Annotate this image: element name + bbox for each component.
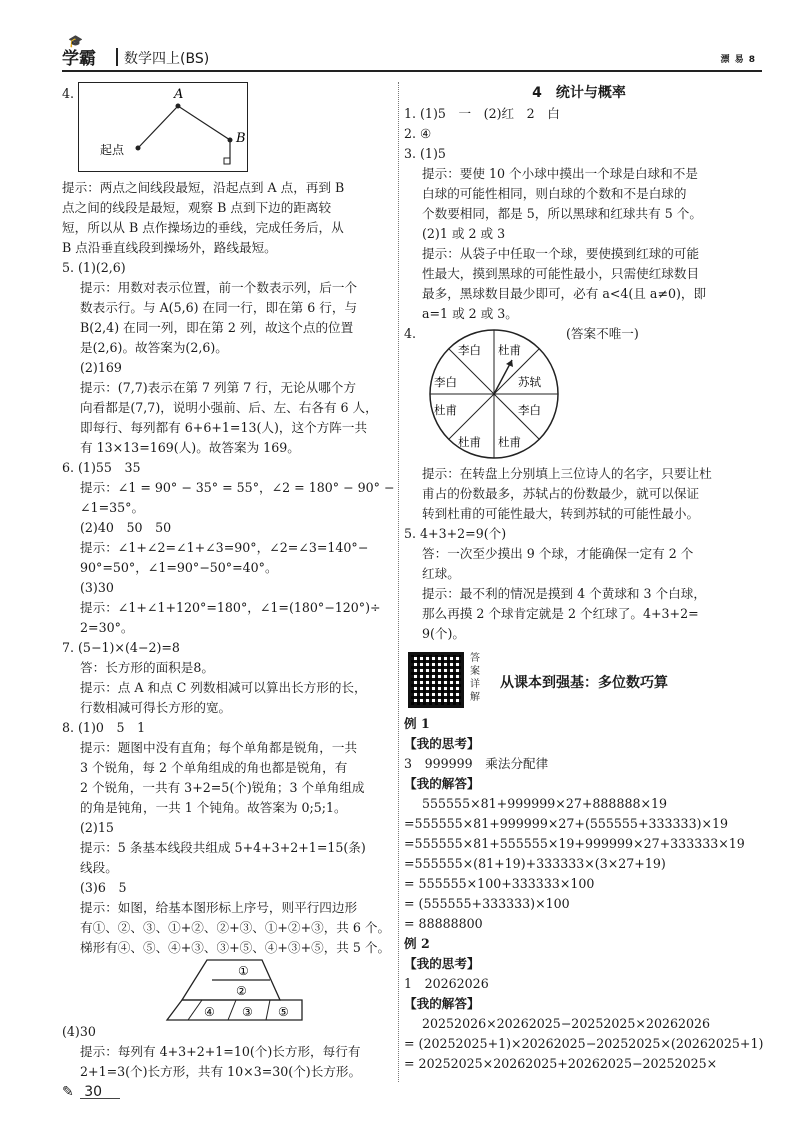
q8-line: 的角是钝角，一共 1 个钝角。故答案为 0;5;1。: [80, 800, 347, 815]
q4-hint-line: 点之间的线段是最短，观察 B 点到下边的距离较: [62, 200, 332, 215]
stat-line: 性最大，摸到黑球的可能性最小，只需使红球数目: [422, 266, 700, 281]
example-heading: 【我的解答】: [404, 996, 480, 1011]
q4-hint-line: B 点沿垂直线段到操场外，路线最短。: [62, 240, 277, 255]
page-number: 30: [84, 1084, 103, 1100]
q5-line: 有 13×13=169(人)。故答案为 169。: [80, 440, 300, 455]
q8-line: 提示：题图中没有直角；每个单角都是锐角，一共: [80, 740, 358, 755]
column-divider: [398, 82, 399, 1082]
trapezoid-figure: [62, 958, 392, 1022]
wheel-label: 杜甫: [434, 403, 457, 417]
point-a-label: A: [174, 87, 184, 102]
q6-line: ∠1=35°。: [80, 500, 145, 515]
region-label: ③: [242, 1005, 253, 1019]
wheel-label: 杜甫: [498, 435, 521, 449]
q5-line: 提示：(7,7)表示在第 7 列第 7 行，无论从哪个方: [80, 380, 356, 395]
q6-line: 提示：∠1+∠1+120°=180°，∠1=(180°−120°)÷: [80, 600, 381, 615]
q5-line: B(2,4) 在同一列，即在第 2 列，故这个点的位置: [80, 320, 354, 335]
stat-line: 2. ④: [404, 126, 432, 141]
q8-line: (4)30: [62, 1024, 96, 1039]
q8-line: 提示：5 条基本线段共组成 5+4+3+2+1=15(条): [80, 840, 366, 855]
wheel-block: [404, 324, 754, 464]
wheel-label: 杜甫: [498, 343, 521, 357]
q8-line: 线段。: [80, 860, 118, 875]
example-heading: 【我的解答】: [404, 776, 480, 791]
pencil-icon: ✎: [62, 1084, 74, 1100]
region-label: ④: [204, 1005, 215, 1019]
stat-line: 1. (1)5 一 (2)红 2 白: [404, 106, 560, 121]
q6-line: (2)40 50 50: [80, 520, 172, 535]
right-column: [404, 82, 754, 644]
example-heading: 【我的思考】: [404, 956, 480, 971]
q5-line: 即每行、每列都有 6+6+1=13(人)，这个方阵一共: [80, 420, 368, 435]
stat-line: (2)1 或 2 或 3: [422, 226, 506, 241]
q6-line: 提示：∠1 = 90° − 35° = 55°，∠2 = 180° − 90° −: [80, 480, 395, 495]
q6-line: 提示：∠1+∠2=∠1+∠3=90°，∠2=∠3=140°−: [80, 540, 369, 555]
q7-line: 7. (5−1)×(4−2)=8: [62, 640, 180, 655]
wheel-label: 苏轼: [518, 375, 541, 389]
point-b-label: B: [236, 131, 246, 146]
stat-line: 红球。: [422, 566, 460, 581]
header-separator: [116, 48, 118, 66]
q5-line: (2)169: [80, 360, 122, 375]
spinner-wheel: [426, 326, 566, 462]
q6-line: (3)30: [80, 580, 114, 595]
example-line: = (20252025+1)×20262025−20252025×(20262025+1): [404, 1036, 764, 1051]
q8-line: 8. (1)0 5 1: [62, 720, 146, 735]
wheel-label: 杜甫: [458, 435, 481, 449]
q8-line: (3)6 5: [80, 880, 127, 895]
stat-line: 答：一次至少摸出 9 个球，才能确保一定有 2 个: [422, 546, 694, 561]
stat-line: 提示：要使 10 个小球中摸出一个球是白球和不是: [422, 166, 698, 181]
feature-title: 从课本到强基：多位数巧算: [500, 675, 668, 691]
q7-line: 行数相减可得长方形的宽。: [80, 700, 232, 715]
stat-line: 提示：从袋子中任取一个球，要使摸到红球的可能: [422, 246, 700, 261]
mortarboard-icon: 🎓: [68, 34, 83, 48]
qr-caption: 答案详解: [470, 653, 480, 703]
example-line: = 555555×100+333333×100: [404, 876, 595, 891]
stat-line: a=1 或 2 或 3。: [422, 306, 518, 321]
example-line: =555555×81+999999×27+(555555+333333)×19: [404, 816, 729, 831]
q7-line: 提示：点 A 和点 C 列数相减可以算出长方形的长，: [80, 680, 367, 695]
q5-line: 是(2,6)。故答案为(2,6)。: [80, 340, 228, 355]
example-line: =555555×81+555555×19+999999×27+333333×19: [404, 836, 745, 851]
example-line: 555555×81+999999×27+888888×19: [422, 796, 668, 811]
q4-hint-line: 提示：两点之间线段最短，沿起点到 A 点，再到 B: [62, 180, 345, 195]
stat-line: 提示：在转盘上分别填上三位诗人的名字，只要让杜: [422, 466, 712, 481]
example-line: 20252026×20262025−20252025×20262026: [422, 1016, 711, 1031]
q8-line: (2)15: [80, 820, 114, 835]
footer-underline: [80, 1098, 120, 1099]
page-header: [62, 34, 762, 72]
q8-line: 提示：如图，给基本图形标上序号，则平行四边形: [80, 900, 358, 915]
start-label: 起点: [100, 143, 125, 157]
example-line: = 20252025×20262025+20262025−20252025×: [404, 1056, 718, 1071]
qr-code[interactable]: [408, 652, 464, 708]
answer-note: (答案不唯一): [566, 326, 639, 341]
region-label: ②: [236, 984, 247, 998]
q4-number: 4.: [404, 326, 417, 341]
stat-line: 个数要相同，都是 5，所以黑球和红球共有 5 个。: [422, 206, 702, 221]
example-line: 3 999999 乘法分配律: [404, 756, 549, 771]
q5-line: 向看都是(7,7)，说明小强前、后、左、右各有 6 人，: [80, 400, 378, 415]
wheel-label: 李白: [458, 343, 481, 357]
examples: [404, 714, 764, 1074]
example-line: 1 20262026: [404, 976, 489, 991]
q8-line: 2 个锐角，一共有 3+2=5(个)锐角；3 个单角组成: [80, 780, 365, 795]
brand-logo: 学霸: [62, 49, 96, 69]
example-heading: 【我的思考】: [404, 736, 480, 751]
wheel-label: 李白: [518, 403, 541, 417]
q5-line: 5. (1)(2,6): [62, 260, 126, 275]
stat-line: 5. 4+3+2=9(个): [404, 526, 507, 541]
q8-line: 3 个锐角，每 2 个单角组成的角也都是锐角，有: [80, 760, 348, 775]
left-column: [62, 84, 395, 1082]
stat-line: 转到杜甫的可能性最大，转到苏轼的可能性最小。: [422, 506, 700, 521]
region-label: ⑤: [278, 1005, 289, 1019]
q7-line: 答：长方形的面积是8。: [80, 660, 214, 675]
q8-line: 有①、②、③、①+②、②+③、①+②+③，共 6 个。: [80, 920, 391, 935]
stat-line: 那么再摸 2 个球肯定就是 2 个红球了。4+3+2=: [422, 606, 699, 621]
wheel-label: 李白: [434, 375, 457, 389]
example-line: = (555555+333333)×100: [404, 896, 570, 911]
q6-line: 2=30°。: [80, 620, 134, 635]
route-figure: [78, 82, 248, 172]
stat-line: 甫占的份数最多，苏轼占的份数最少，就可以保证: [422, 486, 700, 501]
q4-hint-line: 短，所以从 B 点作操场边的垂线，完成任务后，从: [62, 220, 344, 235]
section-title: 4 统计与概率: [532, 85, 626, 101]
example-line: = 88888800: [404, 916, 483, 931]
stat-line: 提示：最不利的情况是摸到 4 个黄球和 3 个白球，: [422, 586, 706, 601]
stat-line: 9(个)。: [422, 626, 466, 641]
route-diagram: [78, 82, 248, 172]
example-title: 例 1: [404, 716, 430, 731]
q5-line: 数表示行。与 A(5,6) 在同一行，即在第 6 行，与: [80, 300, 358, 315]
example-title: 例 2: [404, 936, 430, 951]
q8-line: 梯形有④、⑤、④+③、③+⑤、④+③+⑤，共 5 个。: [80, 940, 391, 955]
trapezoid-diagram: [62, 958, 392, 1022]
example-line: =555555×(81+19)+333333×(3×27+19): [404, 856, 666, 871]
q6-line: 6. (1)55 35: [62, 460, 141, 475]
header-mark: 漂 易 8: [720, 55, 756, 65]
subject-title: 数学四上(BS): [124, 51, 210, 67]
stat-line: 最多，黑球数目最少即可，必有 a<4(且 a≠0)，即: [422, 286, 707, 301]
stat-line: 白球的可能性相同，则白球的个数和不是白球的: [422, 186, 687, 201]
q6-line: 90°=50°，∠1=90°−50°=40°。: [80, 560, 278, 575]
stat-line: 3. (1)5: [404, 146, 446, 161]
q5-line: 提示：用数对表示位置，前一个数表示列，后一个: [80, 280, 358, 295]
q8-line: 2+1=3(个)长方形，共有 10×3=30(个)长方形。: [80, 1064, 362, 1079]
q4-number: 4.: [62, 86, 75, 101]
region-label: ①: [238, 964, 249, 978]
q8-line: 提示：每列有 4+3+2+1=10(个)长方形，每行有: [80, 1044, 361, 1059]
